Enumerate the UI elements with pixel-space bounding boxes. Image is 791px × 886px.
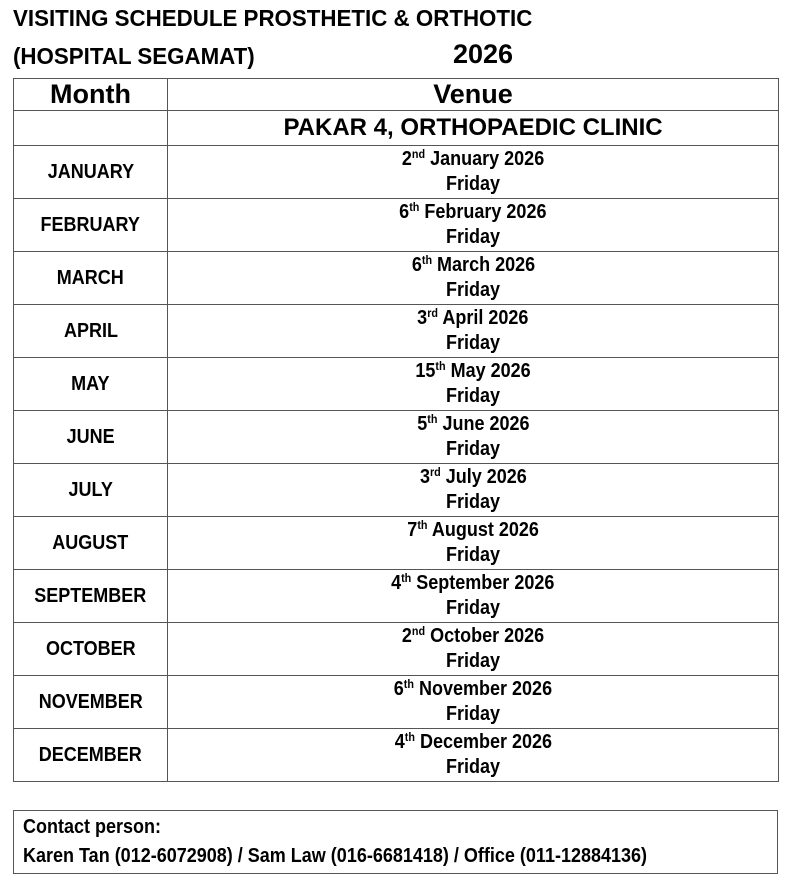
visit-date: [168, 147, 778, 172]
visit-weekday-text: Friday: [445, 491, 501, 513]
document-subtitle: (HOSPITAL SEGAMAT): [13, 43, 255, 69]
table-row: [14, 517, 779, 570]
date-cell: [168, 252, 779, 305]
month-label: JULY: [68, 478, 113, 501]
month-cell: [14, 464, 168, 517]
visit-date-text: [417, 412, 529, 437]
visit-date-text: [411, 253, 534, 278]
contact-box: [13, 810, 778, 874]
date-cell: [168, 358, 779, 411]
visit-weekday-text: Friday: [445, 226, 501, 248]
visit-date-text: [391, 571, 554, 596]
date-day-number: 7: [407, 519, 418, 541]
date-month-year: September 2026: [411, 572, 555, 594]
header-venue: Venue: [168, 79, 779, 111]
date-month-year: April 2026: [438, 307, 529, 329]
month-label: MAY: [71, 372, 110, 395]
date-day-number: 4: [394, 731, 405, 753]
date-month-year: February 2026: [419, 201, 547, 223]
visit-date-text: [394, 730, 551, 755]
date-day-number: 6: [399, 201, 410, 223]
date-cell: [168, 464, 779, 517]
table-row: [14, 623, 779, 676]
month-cell: [14, 305, 168, 358]
visit-weekday-text: Friday: [445, 173, 501, 195]
month-cell: [14, 729, 168, 782]
visit-date-text: [399, 200, 546, 225]
date-day-number: 15: [415, 360, 436, 382]
visit-weekday-text: Friday: [445, 279, 501, 301]
visit-weekday: [168, 543, 778, 568]
date-month-year: March 2026: [431, 254, 535, 276]
date-ordinal-suffix: th: [401, 571, 412, 585]
date-ordinal-suffix: rd: [429, 465, 441, 479]
date-day-number: 2: [401, 625, 412, 647]
visit-weekday: [168, 490, 778, 515]
visit-date: [168, 200, 778, 225]
visit-date-text: [407, 518, 539, 543]
visit-weekday-text: Friday: [445, 703, 501, 725]
visit-date: [168, 677, 778, 702]
date-month-year: July 2026: [440, 466, 527, 488]
date-ordinal-suffix: th: [421, 253, 432, 267]
visit-weekday: [168, 702, 778, 727]
date-ordinal-suffix: th: [426, 412, 438, 426]
month-label: AUGUST: [52, 531, 129, 554]
visit-date: [168, 306, 778, 331]
date-day-number: 5: [416, 413, 427, 435]
visit-weekday-text: Friday: [445, 756, 501, 778]
visit-weekday: [168, 278, 778, 303]
month-label: OCTOBER: [45, 637, 136, 660]
table-row: [14, 199, 779, 252]
date-cell: [168, 517, 779, 570]
visit-date: [168, 518, 778, 543]
date-day-number: 4: [391, 572, 402, 594]
date-month-year: December 2026: [414, 731, 552, 753]
visit-weekday-text: Friday: [445, 544, 501, 566]
document-year: 2026: [453, 39, 514, 69]
table-row: [14, 729, 779, 782]
month-label: JUNE: [66, 425, 115, 448]
date-month-year: May 2026: [445, 360, 531, 382]
document-title: VISITING SCHEDULE PROSTHETIC & ORTHOTIC: [13, 5, 533, 31]
visit-date: [168, 412, 778, 437]
date-cell: [168, 570, 779, 623]
date-ordinal-suffix: th: [403, 677, 415, 691]
visit-weekday: [168, 596, 778, 621]
month-label: DECEMBER: [38, 743, 142, 766]
table-row: [14, 570, 779, 623]
table-row: [14, 252, 779, 305]
date-month-year: August 2026: [427, 519, 539, 541]
month-cell: [14, 570, 168, 623]
visit-date: [168, 730, 778, 755]
date-cell: [168, 729, 779, 782]
month-cell: [14, 358, 168, 411]
contact-label: Contact person:: [23, 816, 162, 838]
table-header-row: [14, 79, 779, 111]
visit-date-text: [402, 147, 544, 172]
date-ordinal-suffix: th: [435, 359, 446, 373]
date-cell: [168, 623, 779, 676]
date-month-year: November 2026: [414, 678, 553, 700]
date-month-year: October 2026: [425, 625, 545, 647]
month-label: NOVEMBER: [38, 690, 143, 713]
table-row: [14, 676, 779, 729]
date-cell: [168, 305, 779, 358]
month-cell: [14, 199, 168, 252]
table-row: [14, 146, 779, 199]
visit-weekday: [168, 331, 778, 356]
visit-date: [168, 465, 778, 490]
date-ordinal-suffix: th: [404, 730, 415, 744]
visit-date: [168, 253, 778, 278]
date-cell: [168, 676, 779, 729]
visit-weekday-text: Friday: [445, 332, 501, 354]
date-ordinal-suffix: rd: [427, 306, 439, 320]
date-day-number: 6: [411, 254, 422, 276]
month-cell: [14, 411, 168, 464]
date-month-year: January 2026: [425, 148, 545, 170]
month-label: SEPTEMBER: [34, 584, 147, 607]
venue-name: PAKAR 4, ORTHOPAEDIC CLINIC: [168, 111, 779, 146]
visit-weekday-text: Friday: [445, 597, 501, 619]
schedule-table: [13, 78, 779, 782]
visit-weekday: [168, 225, 778, 250]
table-row: [14, 464, 779, 517]
date-ordinal-suffix: th: [409, 200, 420, 214]
visit-date-text: [402, 624, 544, 649]
month-cell: [14, 146, 168, 199]
date-cell: [168, 146, 779, 199]
date-day-number: 3: [419, 466, 430, 488]
date-day-number: 3: [417, 307, 428, 329]
date-cell: [168, 411, 779, 464]
month-cell: [14, 252, 168, 305]
date-ordinal-suffix: th: [417, 518, 428, 532]
header-month: Month: [14, 79, 168, 111]
visit-date: [168, 624, 778, 649]
venue-row-blank: [14, 111, 168, 146]
contact-details: Karen Tan (012-6072908) / Sam Law (016-6681418) / Office (011-12884136): [23, 845, 648, 867]
visit-weekday: [168, 384, 778, 409]
month-label: JANUARY: [47, 160, 134, 183]
month-cell: [14, 517, 168, 570]
month-label: APRIL: [63, 319, 118, 342]
date-ordinal-suffix: nd: [411, 147, 426, 161]
visit-date-text: [415, 359, 530, 384]
visit-weekday: [168, 437, 778, 462]
month-cell: [14, 676, 168, 729]
table-row: [14, 305, 779, 358]
table-row: [14, 358, 779, 411]
visit-date: [168, 571, 778, 596]
visit-date-text: [394, 677, 552, 702]
date-month-year: June 2026: [437, 413, 530, 435]
visit-date: [168, 359, 778, 384]
month-cell: [14, 623, 168, 676]
month-label: MARCH: [57, 266, 124, 289]
month-label: FEBRUARY: [40, 213, 141, 236]
venue-row: [14, 111, 779, 146]
visit-weekday: [168, 755, 778, 780]
date-day-number: 2: [401, 148, 412, 170]
visit-weekday-text: Friday: [445, 650, 501, 672]
visit-date-text: [420, 465, 527, 490]
visit-date-text: [417, 306, 528, 331]
visit-weekday: [168, 172, 778, 197]
visit-weekday: [168, 649, 778, 674]
date-cell: [168, 199, 779, 252]
visit-weekday-text: Friday: [445, 438, 501, 460]
visit-weekday-text: Friday: [445, 385, 501, 407]
table-row: [14, 411, 779, 464]
date-day-number: 6: [393, 678, 404, 700]
date-ordinal-suffix: nd: [411, 624, 426, 638]
